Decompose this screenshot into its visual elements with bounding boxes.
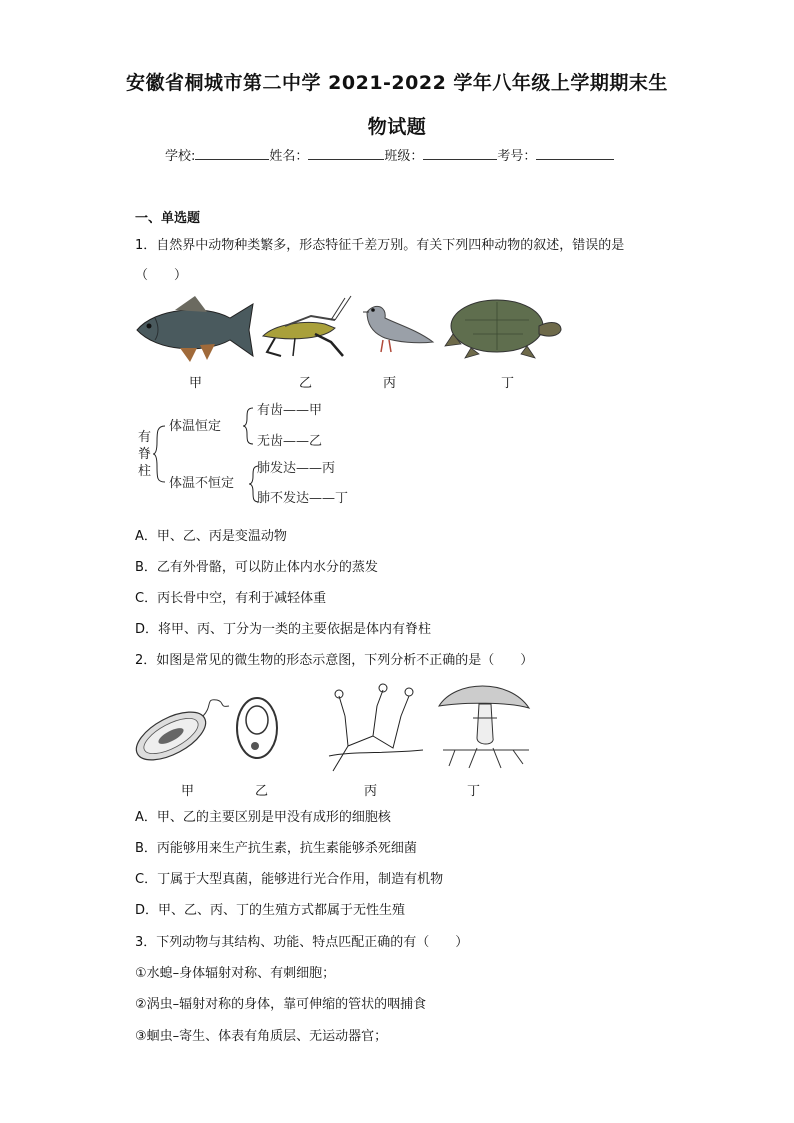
class-blank[interactable] [423,145,497,160]
yeast-image [237,698,277,758]
bacterium-image [133,700,229,770]
q3-item-3: ③蛔虫–寄生、体表有角质层、无运动器官； [135,1029,388,1044]
key-leaf-3: 肺发达——丙 [257,461,336,476]
student-info-row [165,145,614,164]
section-heading: 一、单选题 [135,211,201,226]
name-label: 姓名： [269,149,309,164]
key-root-char-3: 柱 [138,464,152,479]
key-root-char-2: 脊 [138,447,152,462]
q2-option-b[interactable]: B．丙能够用来生产抗生素，抗生素能够杀死细菌 [135,841,417,856]
key-branch-2: 体温不恒定 [169,476,235,491]
q2-label-ding: 丁 [467,784,481,799]
mold-image [329,684,423,771]
q2-option-a[interactable]: A．甲、乙的主要区别是甲没有成形的细胞核 [135,810,391,825]
school-blank[interactable] [195,145,269,160]
q2-label-jia: 甲 [181,784,195,799]
mushroom-image [439,686,529,768]
q2-label-bing: 丙 [364,784,378,799]
key-leaf-2: 无齿——乙 [257,434,323,449]
key-leaf-1: 有齿——甲 [257,403,323,418]
q3-stem: 3．下列动物与其结构、功能、特点匹配正确的有（ ） [135,935,469,950]
q1-stem-line-1: 1．自然界中动物种类繁多，形态特征千差万别。有关下列四种动物的叙述，错误的是 [135,238,625,253]
title-line-2: 物试题 [367,116,427,138]
exam-no-label: 考号： [497,149,537,164]
grasshopper-image [263,296,351,356]
key-leaf-4: 肺不发达——丁 [257,491,349,506]
q2-option-d[interactable]: D．甲、乙、丙、丁的生殖方式都属于无性生殖 [135,903,406,918]
q1-label-bing: 丙 [383,376,397,391]
q2-label-yi: 乙 [255,784,269,799]
title-line-1: 安徽省桐城市第二中学 2021-2022 学年八年级上学期期末生 [126,72,668,94]
q3-item-1: ①水螅–身体辐射对称、有刺细胞； [135,966,336,981]
q3-item-2: ②涡虫–辐射对称的身体，靠可伸缩的管状的咽捕食 [135,997,427,1012]
key-root-brace [153,426,165,482]
q1-label-jia: 甲 [189,376,203,391]
key-root-char-1: 有 [138,430,152,445]
q1-stem-line-2: （ ） [135,268,188,283]
q1-label-ding: 丁 [501,376,515,391]
class-label: 班级： [384,149,424,164]
q1-option-d[interactable]: D．将甲、丙、丁分为一类的主要依据是体内有脊柱 [135,622,432,637]
exam-no-blank[interactable] [536,145,614,160]
q2-microbe-images [133,676,535,776]
q1-option-b[interactable]: B．乙有外骨骼，可以防止体内水分的蒸发 [135,560,378,575]
key-brace-upper [243,408,253,444]
q2-option-c[interactable]: C．丁属于大型真菌，能够进行光合作用，制造有机物 [135,872,444,887]
q2-stem: 2．如图是常见的微生物的形态示意图，下列分析不正确的是（ ） [135,653,534,668]
pigeon-image [363,306,433,352]
q1-option-a[interactable]: A．甲、乙、丙是变温动物 [135,529,287,544]
q1-animal-images [135,290,565,370]
q1-label-yi: 乙 [299,376,313,391]
q1-classification-key [135,398,375,510]
fish-image [137,296,253,362]
school-label: 学校: [165,149,196,164]
turtle-image [445,300,561,358]
name-blank[interactable] [308,145,384,160]
q1-option-c[interactable]: C．丙长骨中空，有利于减轻体重 [135,591,327,606]
key-branch-1: 体温恒定 [169,419,222,434]
